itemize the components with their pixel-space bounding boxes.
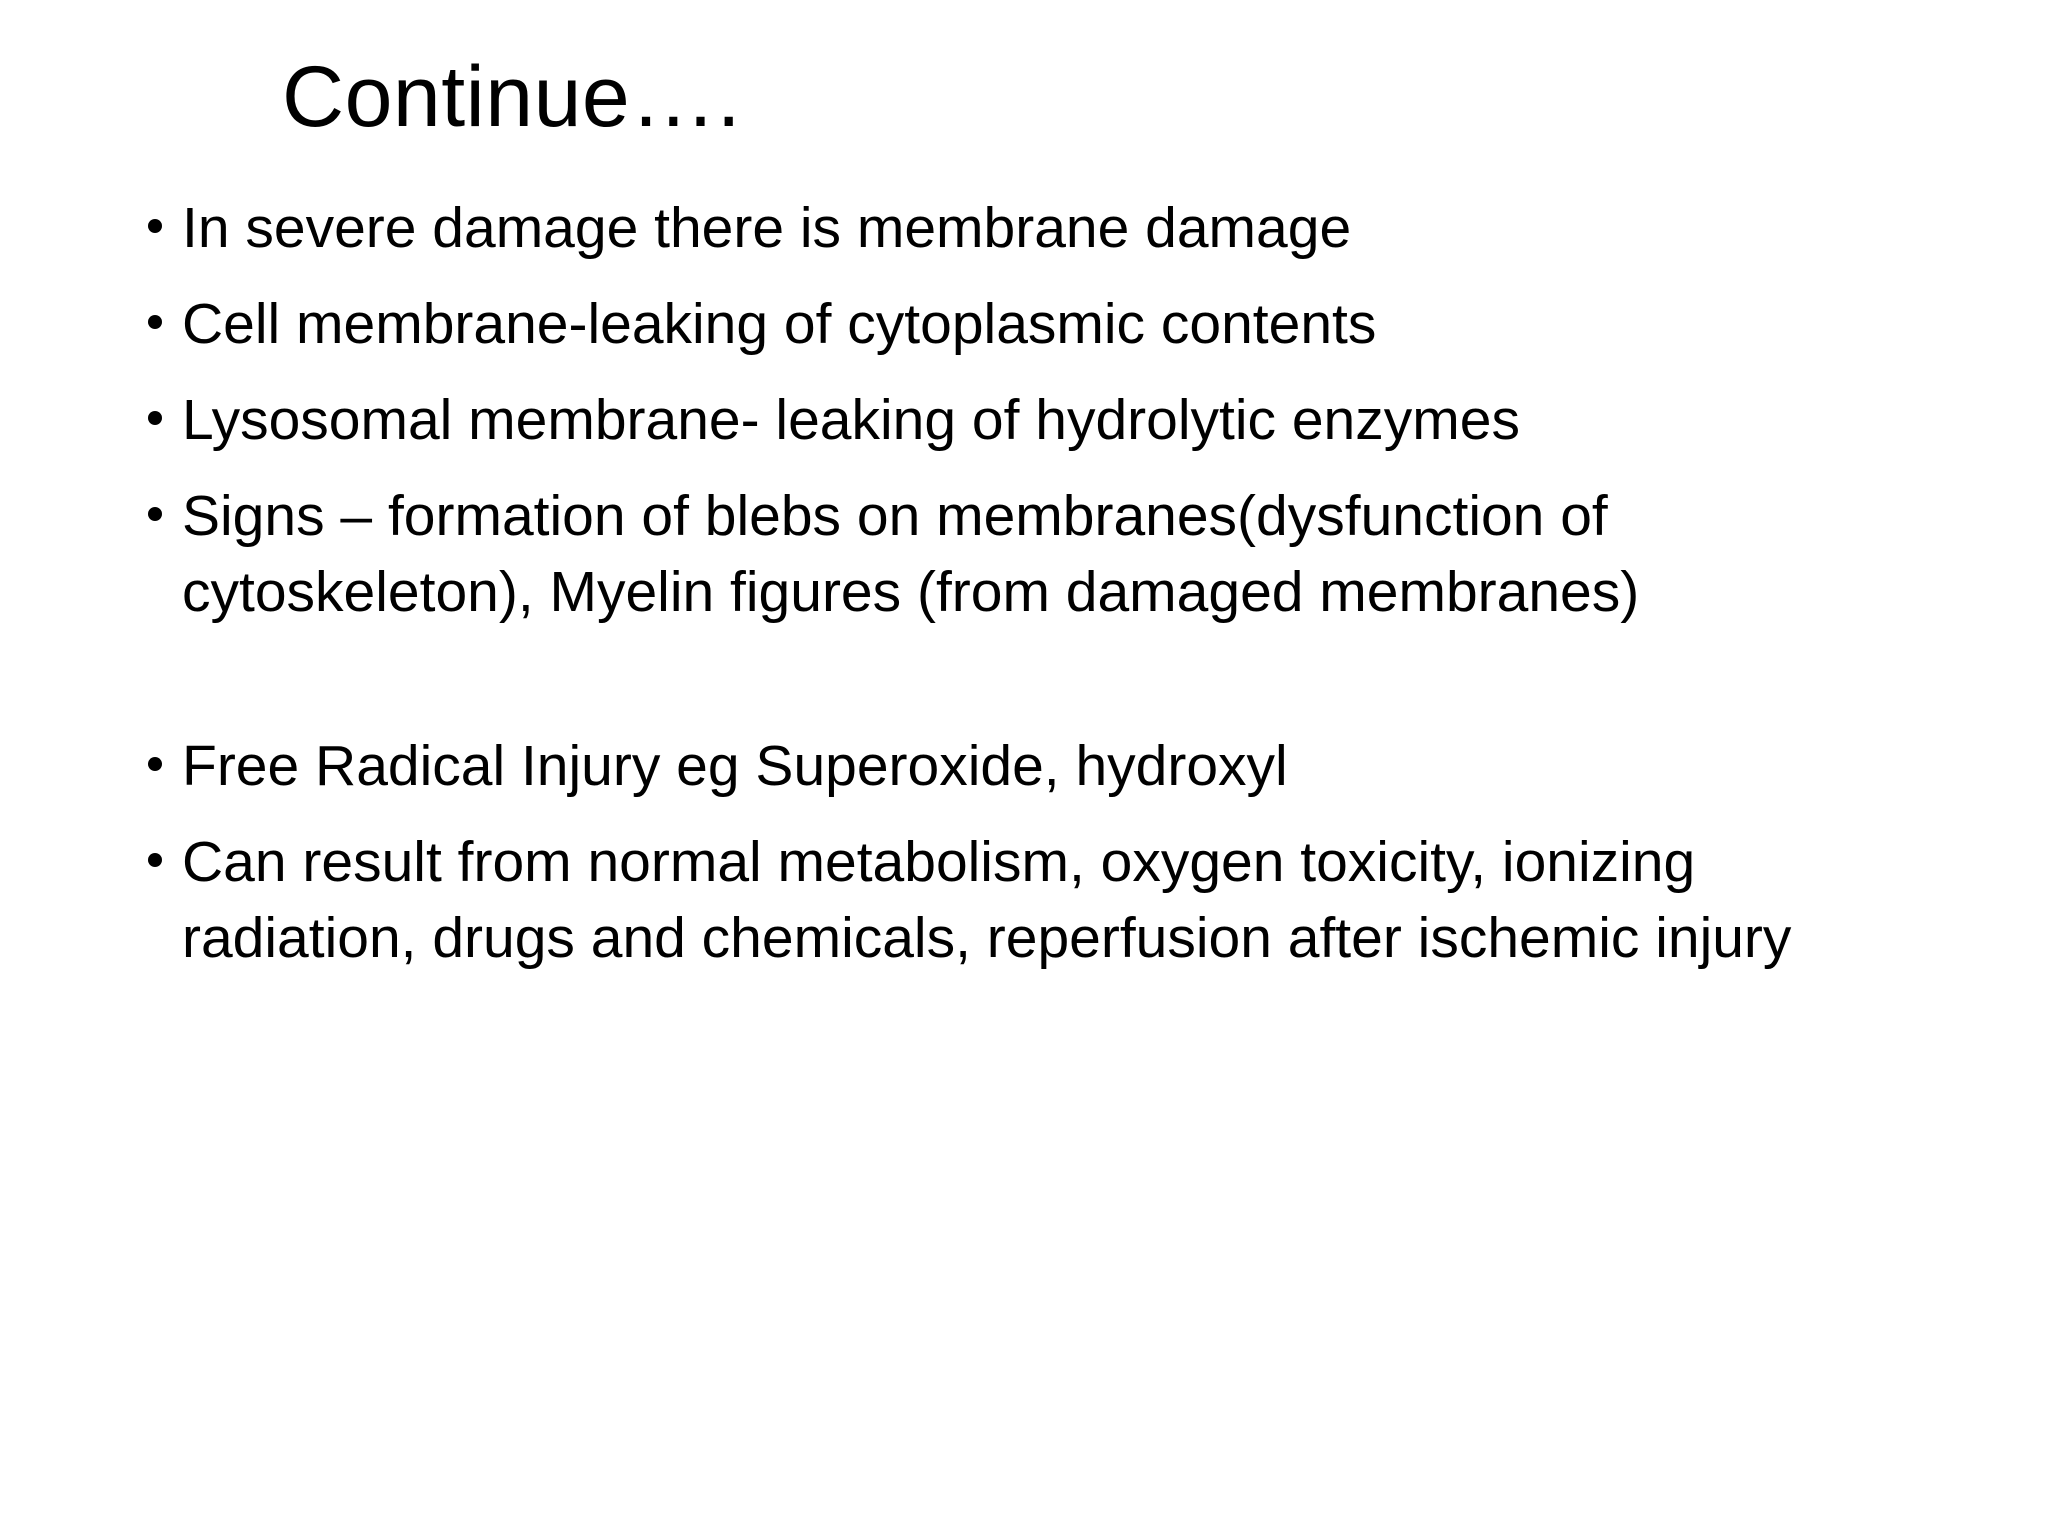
bullet-text: Free Radical Injury eg Superoxide, hydroxyl	[182, 734, 1288, 798]
bullet-dot-icon	[148, 853, 162, 867]
bullet-dot-icon	[148, 219, 162, 233]
bullet-item	[140, 382, 1920, 458]
bullet-text: Lysosomal membrane- leaking of hydrolytic enzymes	[182, 388, 1520, 452]
bullet-item	[140, 286, 1920, 362]
bullet-item	[140, 728, 1920, 804]
bullet-dot-icon	[148, 411, 162, 425]
bullet-dot-icon	[148, 757, 162, 771]
bullet-text: Signs – formation of blebs on membranes(dysfunction of cytoskeleton), Myelin figures (from damaged membranes)	[182, 484, 1640, 624]
bullet-dot-icon	[148, 507, 162, 521]
bullet-dot-icon	[148, 315, 162, 329]
bullet-text: In severe damage there is membrane damage	[182, 196, 1352, 260]
bullet-text: Cell membrane-leaking of cytoplasmic contents	[182, 292, 1377, 356]
bullet-text: Can result from normal metabolism, oxygen toxicity, ionizing radiation, drugs and chemicals, reperfusion after ischemic injury	[182, 830, 1792, 970]
slide-title: Continue….	[282, 49, 742, 145]
bullet-list	[140, 190, 1920, 996]
bullet-item	[140, 478, 1920, 630]
bullet-item	[140, 190, 1920, 266]
bullet-item	[140, 824, 1920, 976]
